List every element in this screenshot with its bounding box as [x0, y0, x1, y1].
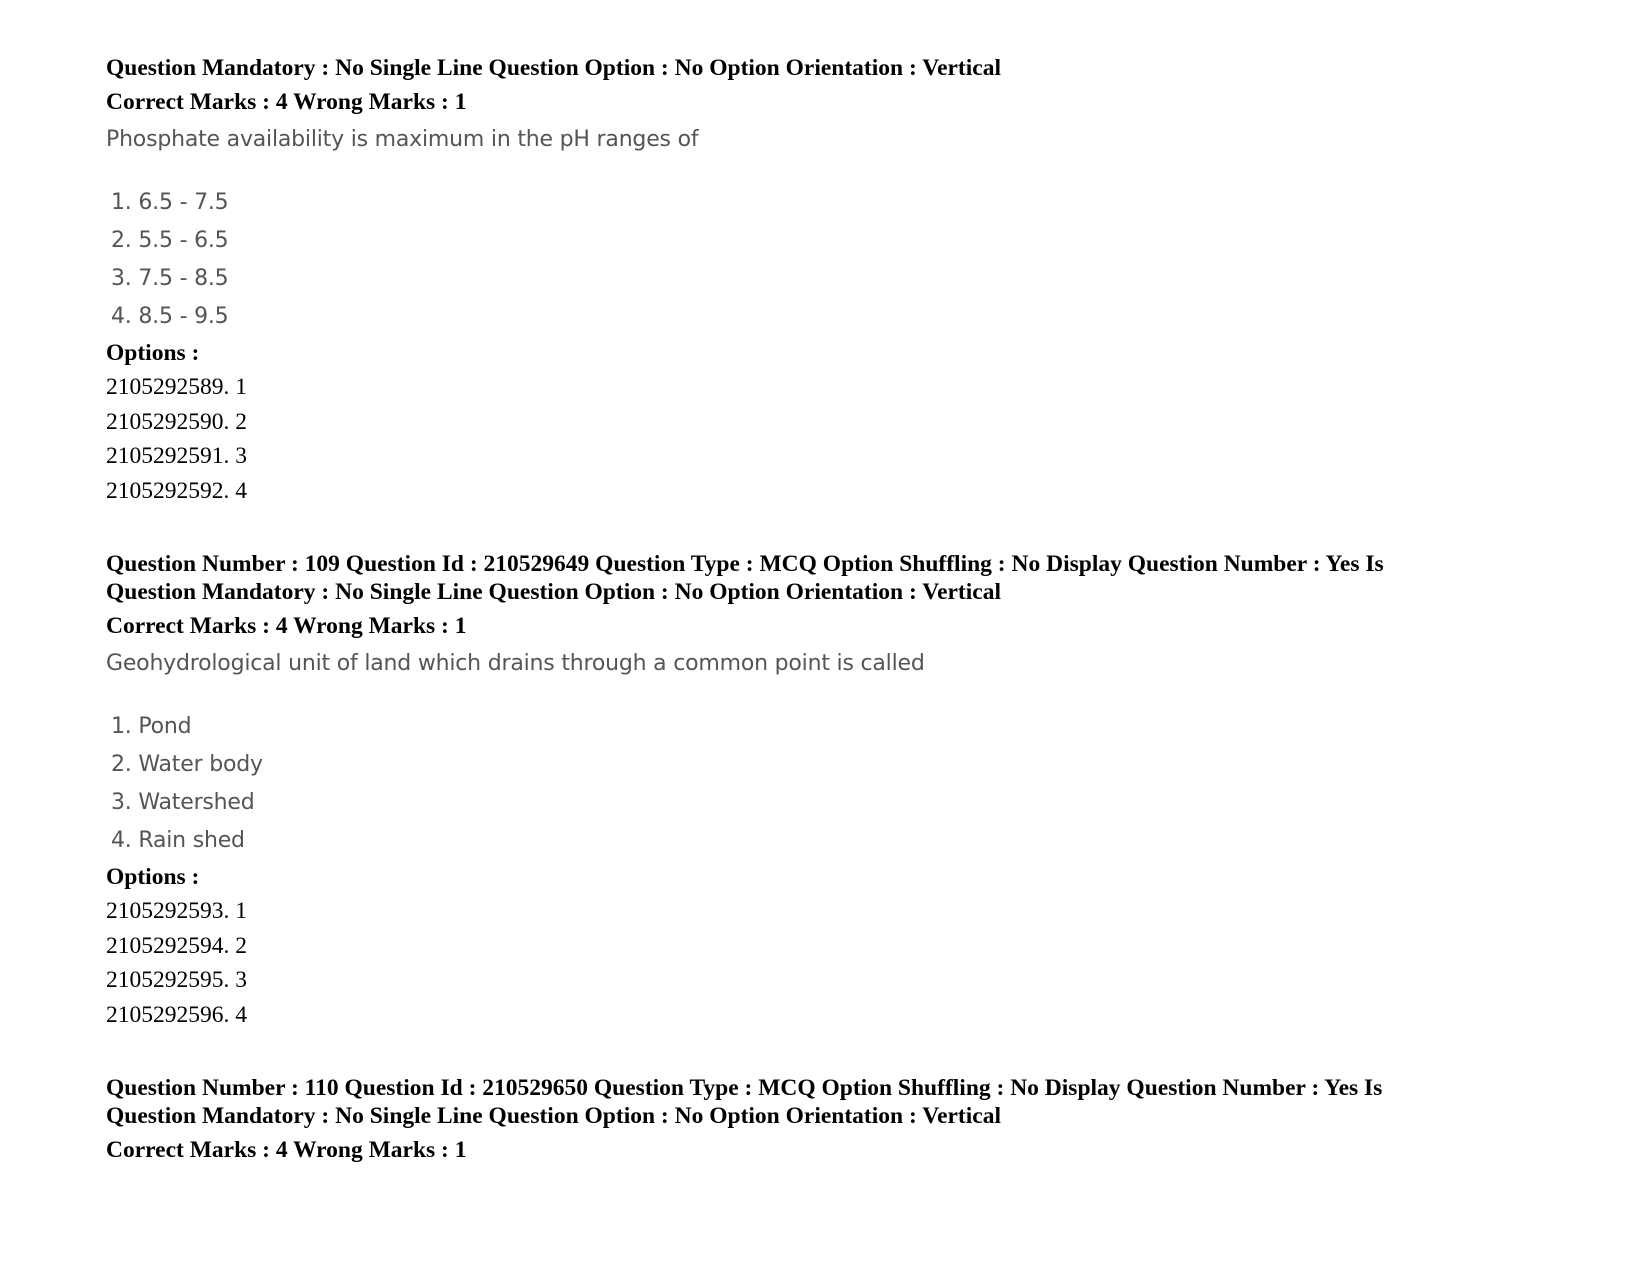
choice-list — [111, 184, 1546, 336]
option-id: 2105292596. 4 — [106, 1001, 247, 1028]
choice-item: 1. Pond — [111, 714, 192, 739]
option-id: 2105292594. 2 — [106, 932, 247, 959]
question-meta-line1: Question Number : 109 Question Id : 210529649 Question Type : MCQ Option Shuffling : No Display Question Number : Yes Is — [106, 551, 1384, 577]
choice-item: 4. Rain shed — [111, 828, 245, 853]
option-id: 2105292590. 2 — [106, 408, 247, 435]
question-meta-line1: Question Number : 110 Question Id : 210529650 Question Type : MCQ Option Shuffling : No Display Question Number : Yes Is — [106, 1075, 1383, 1101]
question-meta-line2: Question Mandatory : No Single Line Question Option : No Option Orientation : Vertical — [106, 55, 1001, 81]
question-110 — [106, 1074, 1546, 1164]
option-id: 2105292591. 3 — [106, 443, 247, 469]
option-id: 2105292593. 1 — [106, 898, 247, 924]
question-108 — [106, 54, 1546, 508]
document-page — [106, 54, 1546, 1164]
question-text: Phosphate availability is maximum in the pH ranges of — [106, 127, 699, 152]
options-label: Options : — [106, 864, 200, 890]
question-marks: Correct Marks : 4 Wrong Marks : 1 — [106, 89, 467, 115]
options-label: Options : — [106, 340, 200, 366]
choice-list — [111, 708, 1546, 860]
choice-item: 4. 8.5 - 9.5 — [111, 304, 229, 329]
option-id: 2105292589. 1 — [106, 374, 247, 400]
option-id: 2105292592. 4 — [106, 477, 247, 504]
choice-item: 1. 6.5 - 7.5 — [111, 190, 229, 215]
question-meta-line2: Question Mandatory : No Single Line Question Option : No Option Orientation : Vertical — [106, 1103, 1001, 1129]
choice-item: 2. Water body — [111, 752, 263, 777]
question-marks: Correct Marks : 4 Wrong Marks : 1 — [106, 1137, 467, 1163]
choice-item: 3. Watershed — [111, 790, 255, 815]
question-text: Geohydrological unit of land which drains through a common point is called — [106, 651, 925, 676]
choice-item: 3. 7.5 - 8.5 — [111, 266, 229, 291]
question-marks: Correct Marks : 4 Wrong Marks : 1 — [106, 613, 467, 639]
question-109 — [106, 550, 1546, 1032]
option-id: 2105292595. 3 — [106, 967, 247, 993]
choice-item: 2. 5.5 - 6.5 — [111, 228, 229, 253]
question-meta-line2: Question Mandatory : No Single Line Question Option : No Option Orientation : Vertical — [106, 579, 1001, 605]
